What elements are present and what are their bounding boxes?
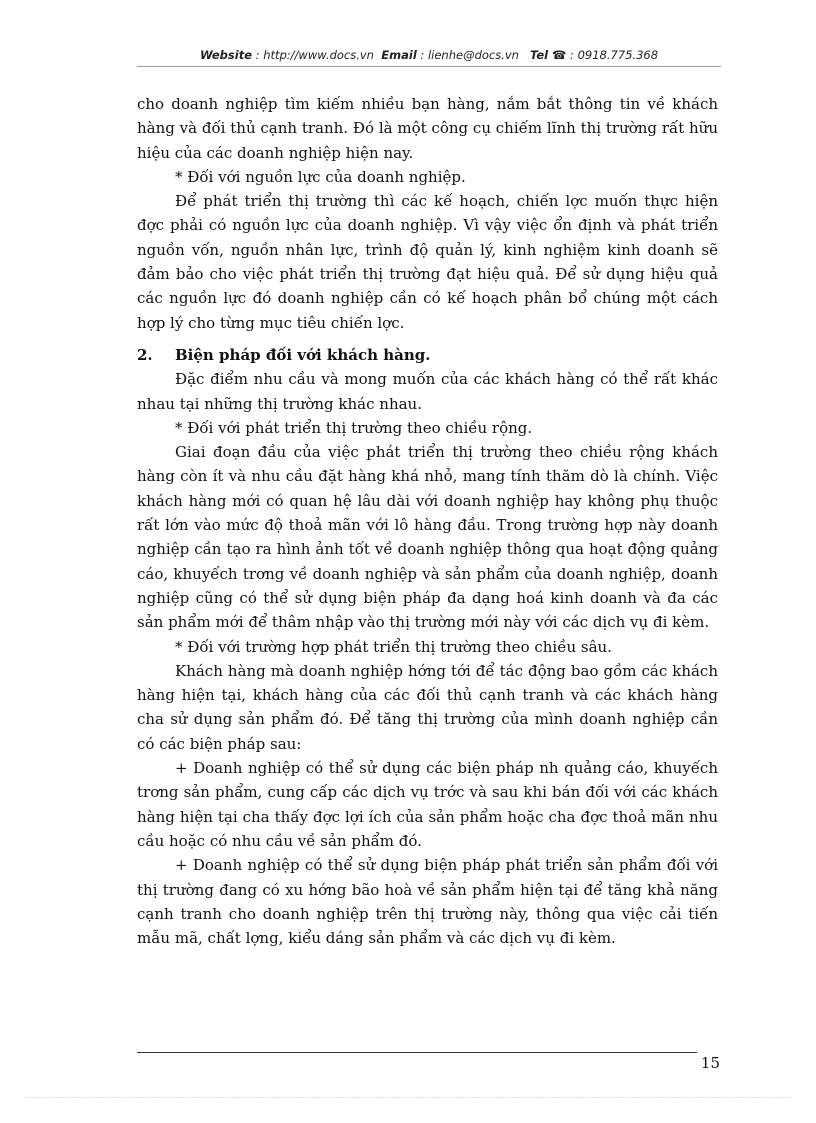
tel-label: Tel ☎ — [529, 48, 567, 62]
paragraph: Giai đoạn đầu của việc phát triển thị trường theo chiều rộng khách hàng còn ít và nhu cầu đặt hàng khá nhỏ, mang tính thăm dò là chính. Việc khách hàng mới có quan hệ lâu dài với doanh nghiệp hay không phụ thuộc rất lớn vào mức độ thoả mãn với lô hàng đầu. Trong trường hợp này doanh nghiệp cần tạo ra hình ảnh tốt về doanh nghiệp thông qua hoạt động quảng cáo, khuyếch trơng về doanh nghiệp và sản phẩm của doanh nghiệp, doanh nghiệp cũng có thể sử dụng biện pháp đa dạng hoá kinh doanh và đa các sản phẩm mới để thâm nhập vào thị trường mới này với các dịch vụ đi kèm. — [137, 443, 718, 632]
paragraph: Đặc điểm nhu cầu và mong muốn của các khách hàng có thể rất khác nhau tại những thị trường khác nhau. — [137, 370, 718, 413]
paragraph: cho doanh nghiệp tìm kiếm nhiều bạn hàng, nắm bắt thông tin về khách hàng và đối thủ cạnh tranh. Đó là một công cụ chiếm lĩnh thị trường rất hữu hiệu của các doanh nghiệp hiện nay. — [137, 95, 718, 162]
page-number: 15 — [700, 1054, 720, 1072]
paragraph: Để phát triển thị trường thì các kế hoạch, chiến lợc muốn thực hiện đợc phải có nguồn lực của doanh nghiệp. Vì vậy việc ổn định và phát triển nguồn vốn, nguồn nhân lực, trình độ quản lý, kinh nghiệm kinh doanh sẽ đảm bảo cho việc phát triển thị trường đạt hiệu quả. Để sử dụng hiệu quả các nguồn lực đó doanh nghiệp cần có kế hoạch phân bổ chúng một cách hợp lý cho từng mục tiêu chiến lợc. — [137, 192, 718, 332]
website-label: Website — [199, 48, 253, 62]
document-body — [137, 92, 718, 950]
footer-divider — [137, 1052, 697, 1053]
paragraph: * Đối với nguồn lực của doanh nghiệp. — [175, 167, 466, 186]
section-number: 2. — [137, 345, 153, 364]
page-header — [137, 44, 721, 66]
page-edge — [26, 1097, 790, 1098]
website-value: : http://www.docs.vn — [255, 48, 374, 62]
header-divider — [137, 66, 721, 67]
paragraph: + Doanh nghiệp có thể sử dụng các biện pháp nh quảng cáo, khuyếch trơng sản phẩm, cung cấp các dịch vụ trớc và sau khi bán đối với các khách hàng hiện tại cha thấy đợc lợi ích của sản phẩm hoặc cha đợc thoả mãn nhu cầu hoặc có nhu cầu về sản phẩm đó. — [137, 759, 718, 850]
paragraph: * Đối với phát triển thị trường theo chiều rộng. — [175, 418, 533, 437]
email-label: Email — [381, 48, 417, 62]
paragraph: Khách hàng mà doanh nghiệp hớng tới để tác động bao gồm các khách hàng hiện tại, khách hàng của các đối thủ cạnh tranh và các khách hàng cha sử dụng sản phẩm đó. Để tăng thị trường của mình doanh nghiệp cần có các biện pháp sau: — [137, 661, 718, 753]
section-heading — [137, 343, 718, 367]
section-title: Biện pháp đối với khách hàng. — [175, 345, 431, 364]
email-value: : lienhe@docs.vn — [420, 48, 519, 62]
paragraph: + Doanh nghiệp có thể sử dụng biện pháp phát triển sản phẩm đối với thị trường đang có xu hớng bão hoà về sản phẩm hiện tại để tăng khả năng cạnh tranh cho doanh nghiệp trên thị trường này, thông qua việc cải tiến mẫu mã, chất lợng, kiểu dáng sản phẩm và các dịch vụ đi kèm. — [137, 856, 718, 948]
tel-value: : 0918.775.368 — [570, 48, 659, 62]
paragraph: * Đối với trường hợp phát triển thị trường theo chiều sâu. — [175, 637, 612, 656]
